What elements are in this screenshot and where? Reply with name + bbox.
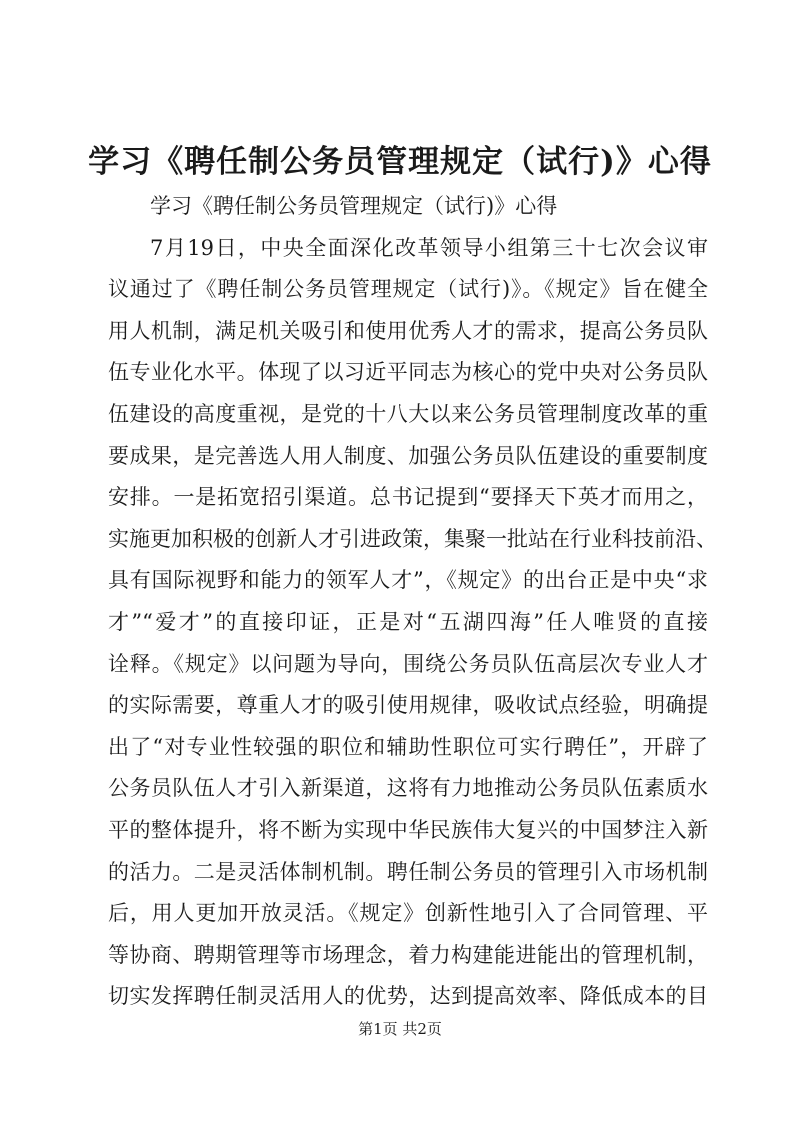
body-line: 伍专业化水平。体现了以习近平同志为核心的党中央对公务员队: [108, 360, 708, 385]
body-line: 实施更加积极的创新人才引进政策，集聚一批站在行业科技前沿、: [108, 526, 717, 551]
document-body: [108, 186, 717, 1018]
body-line: 7月19日，中央全面深化改革领导小组第三十七次会议审: [150, 235, 708, 260]
body-line: 要成果，是完善选人用人制度、加强公务员队伍建设的重要制度: [108, 443, 708, 468]
body-line: 才”“爱才”的直接印证，正是对“五湖四海”任人唯贤的直接: [108, 609, 708, 634]
body-line: 诠释。《规定》以问题为导向，围绕公务员队伍高层次专业人才: [108, 651, 708, 676]
body-line: 用人机制，满足机关吸引和使用优秀人才的需求，提高公务员队: [108, 318, 708, 343]
body-line: 具有国际视野和能力的领军人才”，《规定》的出台正是中央“求: [108, 568, 708, 593]
body-line: 伍建设的高度重视，是党的十八大以来公务员管理制度改革的重: [108, 401, 708, 426]
page-indicator: 第1页 共2页: [358, 1020, 442, 1038]
body-line: 后，用人更加开放灵活。《规定》创新性地引入了合同管理、平: [108, 901, 708, 926]
body-line: 切实发挥聘任制灵活用人的优势，达到提高效率、降低成本的目: [108, 984, 708, 1009]
document-title: 学习《聘任制公务员管理规定（试行)》心得: [88, 144, 712, 180]
body-line: 等协商、聘期管理等市场理念，着力构建能进能出的管理机制，: [108, 942, 708, 967]
body-line: 的活力。二是灵活体制机制。聘任制公务员的管理引入市场机制: [108, 859, 708, 884]
body-line: 的实际需要，尊重人才的吸引使用规律，吸收试点经验，明确提: [108, 693, 708, 718]
body-line: 平的整体提升，将不断为实现中华民族伟大复兴的中国梦注入新: [108, 817, 708, 842]
body-line: 议通过了《聘任制公务员管理规定（试行)》。《规定》旨在健全: [108, 277, 708, 302]
body-line: 安排。一是拓宽招引渠道。总书记提到“要择天下英才而用之，: [108, 485, 708, 510]
body-line: 出了“对专业性较强的职位和辅助性职位可实行聘任”，开辟了: [108, 734, 708, 759]
body-line: 公务员队伍人才引入新渠道，这将有力地推动公务员队伍素质水: [108, 776, 708, 801]
subtitle-line: 学习《聘任制公务员管理规定（试行)》心得: [150, 194, 558, 218]
